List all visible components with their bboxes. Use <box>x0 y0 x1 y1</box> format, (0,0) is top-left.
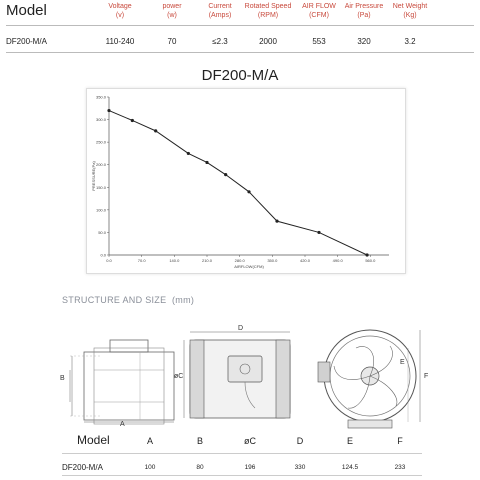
dims-header-a: A <box>146 436 153 446</box>
series-line <box>109 111 367 255</box>
dim-label-d: D <box>238 325 244 332</box>
y-tick-label: 250.0 <box>95 139 106 145</box>
y-tick-label: 350.0 <box>95 94 106 100</box>
data-point <box>317 231 320 234</box>
dims-header-d: D <box>296 436 304 446</box>
data-point <box>187 152 190 155</box>
dims-a-value: 100 <box>144 464 156 471</box>
specs-header-power: power (w) <box>162 3 182 19</box>
dims-b-value: 80 <box>196 464 204 471</box>
specs-power-value: 70 <box>167 37 177 46</box>
y-tick-label: 0.0 <box>100 252 106 258</box>
dim-label-c: øC <box>174 373 184 380</box>
dims-header-e: E <box>346 436 353 446</box>
specs-header-air-flow: AIR FLOW (CFM) <box>302 3 336 19</box>
structure-title: STRUCTURE AND SIZE (mm) <box>62 295 195 305</box>
specs-speed-value: 2000 <box>259 37 277 46</box>
dims-header-b: B <box>196 436 203 446</box>
chart-title: DF200-M/A <box>201 67 279 84</box>
structure-drawing <box>50 318 440 430</box>
data-point <box>247 190 250 193</box>
y-axis-label: PRESSURE(Pa) <box>91 161 96 191</box>
dims-header-f: F <box>397 436 403 446</box>
specs-model-value: DF200-M/A <box>6 37 47 46</box>
chart-card <box>86 88 406 274</box>
y-tick-label: 200.0 <box>95 162 106 168</box>
y-tick-label: 300.0 <box>95 117 106 123</box>
y-tick-label: 150.0 <box>95 184 106 190</box>
data-point <box>131 119 134 122</box>
dim-label-a: A <box>120 421 125 428</box>
dim-label-e: E <box>400 359 405 366</box>
x-tick-label: 70.0 <box>137 258 146 263</box>
dims-d-value: 330 <box>294 464 306 471</box>
x-tick-label: 420.0 <box>299 258 311 263</box>
x-tick-label: 280.0 <box>234 258 245 263</box>
dims-f-value: 233 <box>394 464 406 471</box>
end-view <box>318 330 428 428</box>
y-tick-label: 50.0 <box>98 229 106 235</box>
x-tick-label: 350.0 <box>267 258 278 263</box>
specs-header-rotated-speed: Rotated Speed (RPM) <box>244 3 292 19</box>
side-view <box>60 340 174 428</box>
data-point <box>224 173 227 176</box>
data-point <box>365 253 368 256</box>
specs-header-current: Current (Amps) <box>208 3 232 19</box>
specs-model-header: Model <box>6 2 47 19</box>
x-axis-label: AIRFLOW(CFM) <box>234 264 264 269</box>
dim-label-f: F <box>424 373 429 380</box>
specs-voltage-value: 110-240 <box>105 37 135 46</box>
x-tick-label: 0.0 <box>106 258 112 263</box>
specs-pressure-value: 320 <box>357 37 371 46</box>
data-point <box>275 220 278 223</box>
dims-model-header: Model <box>77 433 110 447</box>
specs-header-net-weight: Net Weight (Kg) <box>392 3 428 19</box>
dims-c-value: 196 <box>244 464 256 471</box>
dim-label-b: B <box>60 375 65 382</box>
specs-airflow-value: 553 <box>312 37 326 46</box>
specs-weight-value: 3.2 <box>404 37 416 46</box>
front-view <box>174 325 290 418</box>
data-point <box>205 161 208 164</box>
specs-header-voltage: Voltage (v) <box>108 3 132 19</box>
specs-divider <box>6 25 474 26</box>
x-tick-label: 140.0 <box>169 258 180 263</box>
dims-e-value: 124.5 <box>341 464 359 471</box>
dims-bottom-divider <box>62 475 422 476</box>
specs-current-value: ≤2.3 <box>212 37 228 46</box>
x-tick-label: 490.0 <box>332 258 343 263</box>
x-tick-label: 210.0 <box>201 258 213 263</box>
data-point <box>107 109 110 112</box>
specs-header-air-pressure: Air Pressure (Pa) <box>344 3 384 19</box>
dims-divider <box>62 453 422 454</box>
dims-header-c: øC <box>244 436 256 446</box>
x-tick-label: 560.0 <box>365 258 376 263</box>
y-tick-label: 100.0 <box>95 207 106 213</box>
specs-bottom-divider <box>6 52 474 53</box>
dims-model-value: DF200-M/A <box>62 463 103 472</box>
data-point <box>154 129 157 132</box>
performance-chart <box>87 89 405 273</box>
